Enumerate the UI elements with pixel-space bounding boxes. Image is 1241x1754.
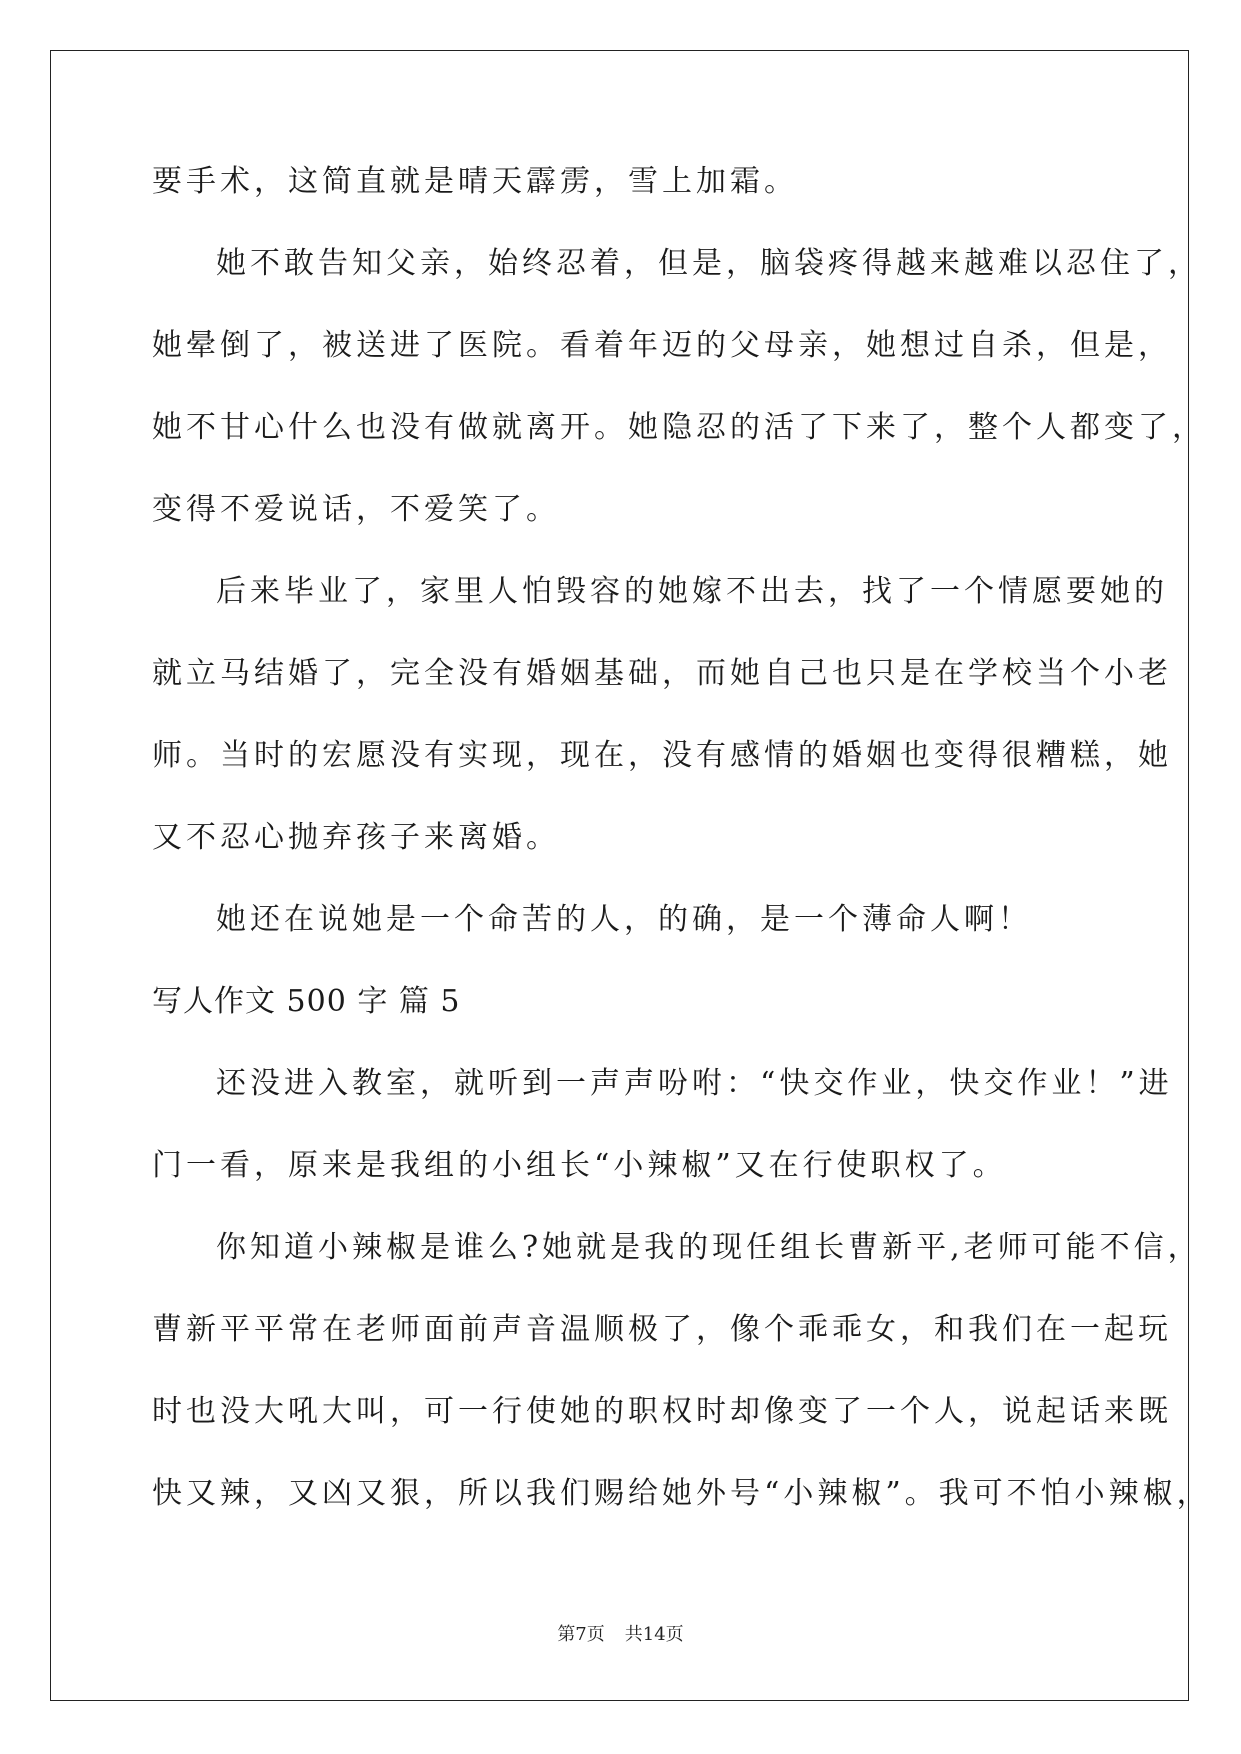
text-line: 还没进入教室，就听到一声声吩咐：“快交作业，快交作业！”进 <box>216 1066 1173 1101</box>
text-line: 时也没大吼大叫，可一行使她的职权时却像变了一个人，说起话来既 <box>152 1394 1172 1429</box>
text-line: 师。当时的宏愿没有实现，现在，没有感情的婚姻也变得很糟糕，她 <box>152 738 1172 773</box>
section-heading: 写人作文 500 字 篇 5 <box>152 984 461 1019</box>
text-line: 她不甘心什么也没有做就离开。她隐忍的活了下来了，整个人都变了， <box>152 410 1206 445</box>
text-line: 要手术，这简直就是晴天霹雳，雪上加霜。 <box>152 164 798 199</box>
page-total: 共14页 <box>624 1624 684 1645</box>
text-line: 就立马结婚了，完全没有婚姻基础，而她自己也只是在学校当个小老 <box>152 656 1172 691</box>
text-line: 后来毕业了，家里人怕毁容的她嫁不出去，找了一个情愿要她的 <box>216 574 1168 609</box>
text-line: 又不忍心抛弃孩子来离婚。 <box>152 820 560 855</box>
text-line: 她晕倒了，被送进了医院。看着年迈的父母亲，她想过自杀，但是， <box>152 328 1172 363</box>
page-number: 第7页 <box>557 1624 605 1645</box>
page-footer <box>0 1620 1241 1646</box>
text-line: 她还在说她是一个命苦的人，的确，是一个薄命人啊！ <box>216 902 1032 937</box>
text-line: 快又辣，又凶又狠，所以我们赐给她外号“小辣椒”。我可不怕小辣椒， <box>152 1476 1211 1511</box>
text-line: 她不敢告知父亲，始终忍着，但是，脑袋疼得越来越难以忍住了， <box>216 246 1202 281</box>
text-line: 变得不爱说话，不爱笑了。 <box>152 492 560 527</box>
text-line: 曹新平平常在老师面前声音温顺极了，像个乖乖女，和我们在一起玩 <box>152 1312 1172 1347</box>
text-line: 门一看，原来是我组的小组长“小辣椒”又在行使职权了。 <box>152 1148 1007 1183</box>
document-body <box>152 164 1211 1559</box>
text-line: 你知道小辣椒是谁么?她就是我的现任组长曹新平,老师可能不信， <box>216 1230 1202 1265</box>
